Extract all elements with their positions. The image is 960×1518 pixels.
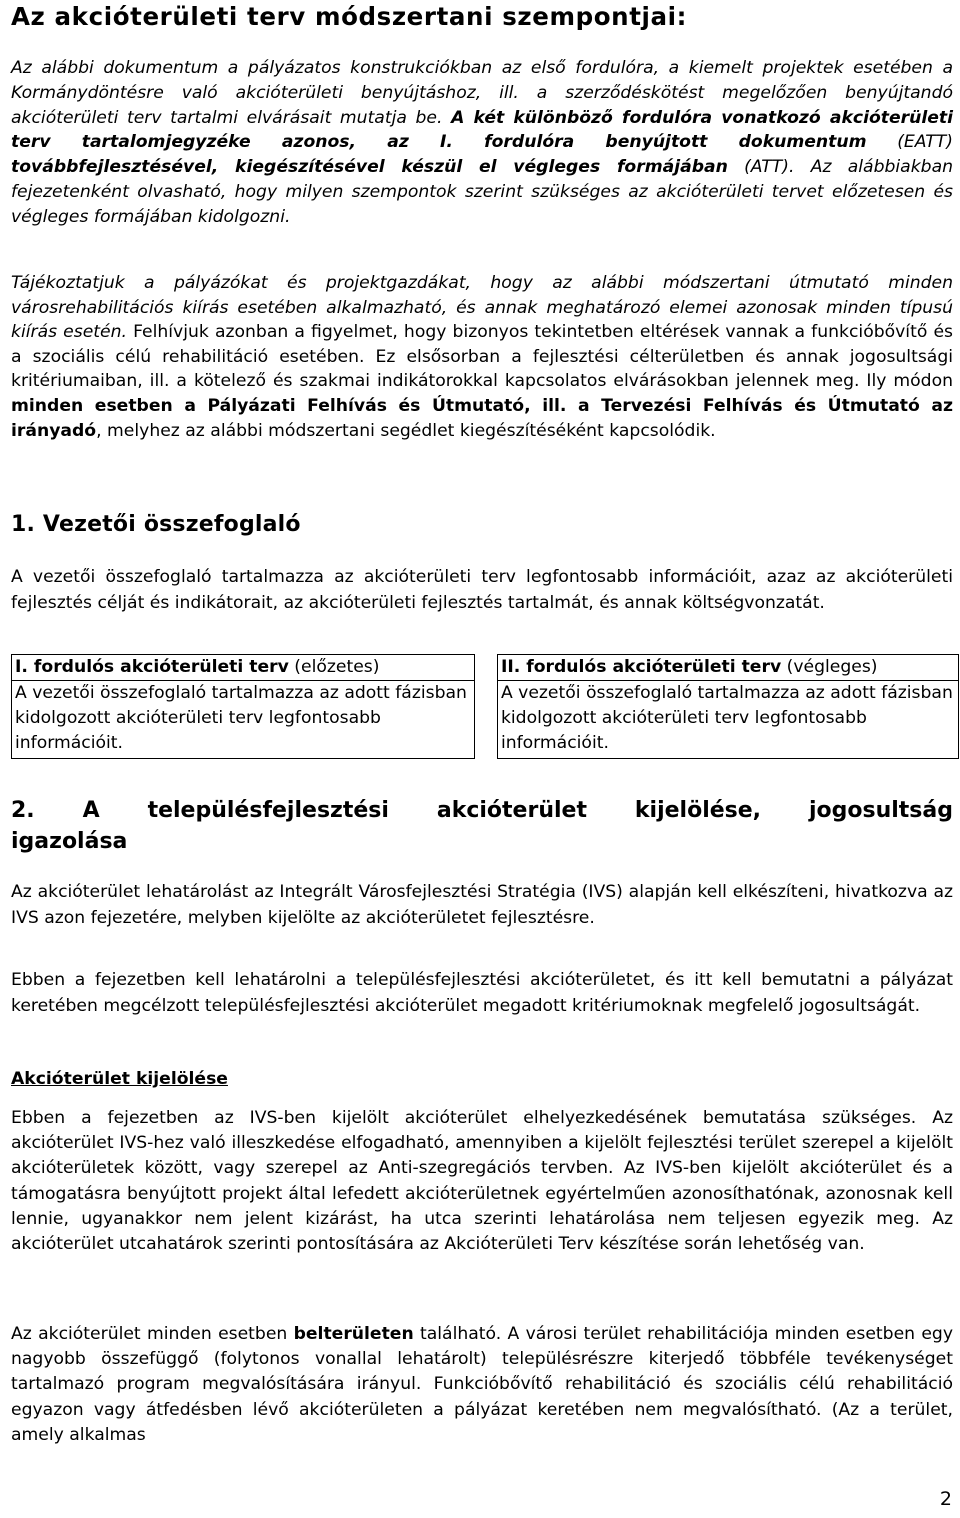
intro-paragraph — [11, 56, 953, 230]
section-1-heading: 1. Vezetői összefoglaló — [11, 512, 301, 537]
round-2-title: II. fordulós akcióterületi terv — [500, 657, 782, 677]
section-1-body: A vezetői összefoglaló tartalmazza az akcióterületi terv legfontosabb információit, azaz az akcióterületi fejlesztés célját és indikátorait, az akcióterületi fejlesztés tartalmát, és annak költségvonzatát. — [11, 567, 953, 613]
section-2-paragraph-2: Ebben a fejezetben kell lehatárolni a településfejlesztési akcióterületet, és itt kell bemutatni a pályázat keretében megcélzott településfejlesztési akcióterület megadott kritériumoknak megfelelő jogosultságát. — [11, 970, 953, 1016]
notice-bold: minden esetben a Pályázati Felhívás és Útmutató, ill. a Tervezési Felhívás és Útmutató az irányadó — [11, 395, 953, 441]
intro-bold-2: továbbfejlesztésével, kiegészítésével készül el végleges formájában — [11, 157, 728, 178]
intro-paren-att: (ATT). — [727, 157, 795, 178]
round-1-qualifier: (előzetes) — [288, 657, 380, 677]
notice-end: , melyhez az alábbi módszertani segédlet kiegészítéséként kapcsolódik. — [96, 420, 716, 441]
table-header-round-1 — [12, 655, 474, 681]
table-column-round-1 — [11, 654, 475, 759]
subheading-akcioterulet-kijelolese: Akcióterület kijelölése — [11, 1069, 228, 1089]
page-number: 2 — [939, 1488, 952, 1510]
notice-italic: Tájékoztatjuk a pályázókat és projektgazdákat, hogy az alábbi módszertani útmutató minden városrehabilitációs kiírás esetében alkalmazható, és annak meghatározó elemei azonosak minden típusú kiírás esetén. — [11, 273, 953, 343]
table-column-round-2 — [497, 654, 959, 759]
table-cell-round-2: A vezetői összefoglaló tartalmazza az adott fázisban kidolgozott akcióterületi terv legfontosabb információit. — [500, 683, 953, 753]
round-1-title: I. fordulós akcióterületi terv — [15, 657, 289, 677]
section-2-paragraph-3: Ebben a fejezetben az IVS-ben kijelölt akcióterület elhelyezkedésének bemutatása szükséges. Az akcióterület IVS-hez való illeszkedése elfogadható, amennyiben a kijelölt fejlesztési terület szerepel a kijelölt akcióterületek között, vagy szerepel az Anti-szegregációs tervben. Az IVS-ben kijelölt akcióterület és a támogatásra benyújtott projekt által lefedett akcióterületnek egyértelműen azonosíthatónak, azonosnak kell lennie, ugyanakkor nem jelent kizárást, ha utca szerinti lehatárolása nem teljesen egyezik meg. Az akcióterület utcahatárok szerinti pontosítására az Akcióterületi Terv készítése során lehetőség van. — [11, 1108, 953, 1255]
intro-paren-eatt: (EATT) — [866, 132, 953, 153]
paragraph-4-rest: található. A városi terület rehabilitációja minden esetben egy nagyobb összefüggő (folytonos vonallal lehatárolt) településrészre kiterjedő többféle tevékenységet tartalmazó program megvalósítására irányul. Funkcióbővítő rehabilitáció és szociális célú rehabilitáció egyazon vagy átfedésben lévő akcióterületen a pályázat keretében nem megvalósítható. (Az a terület, amely alkalmas — [11, 1324, 953, 1445]
intro-sentence-3: Az alábbiakban fejezetenként olvasható, hogy milyen szempontok szerint szükséges az akcióterületi tervet előzetesen és végleges formájában kidolgozni. — [11, 157, 954, 227]
notice-normal: Felhívjuk azonban a figyelmet, hogy bizonyos tekintetben eltérések vannak a funkcióbővítő és a szociális célú rehabilitáció esetében. Ez elsősorban a fejlesztési célterületben és annak jogosultsági kritériumaiban, ill. a kötelező és szakmai indikátorokkal kapcsolatos elvárásokban jelennek meg. Ily módon — [11, 322, 953, 392]
intro-bold-1: A két különböző fordulóra vonatkozó akcióterületi terv tartalomjegyzéke azonos, az I. fordulóra benyújtott dokumentum — [11, 107, 954, 153]
section-2-heading — [11, 795, 953, 857]
section-2-heading-line-1: 2. A településfejlesztési akcióterület kijelölése, jogosultság — [11, 798, 953, 823]
section-2-heading-line-2: igazolása — [11, 829, 128, 854]
document-title: Az akcióterületi terv módszertani szempontjai: — [11, 2, 688, 31]
table-header-round-2 — [498, 655, 958, 681]
section-2-paragraph-4 — [11, 1322, 953, 1448]
table-cell-round-1: A vezetői összefoglaló tartalmazza az adott fázisban kidolgozott akcióterületi terv legfontosabb információit. — [15, 683, 467, 753]
round-comparison-table — [11, 654, 959, 759]
paragraph-4-bold: belterületen — [293, 1324, 414, 1344]
notice-paragraph — [11, 271, 953, 443]
paragraph-4-start: Az akcióterület minden esetben — [11, 1324, 294, 1344]
intro-sentence-1: Az alábbi dokumentum a pályázatos konstrukciókban az első fordulóra, a kiemelt projektek esetében a Kormánydöntésre való akcióterületi benyújtáshoz, ill. a szerződéskötést megelőzően benyújtandó akcióterületi terv tartalmi elvárásait mutatja be. — [11, 58, 953, 128]
section-2-paragraph-1: Az akcióterület lehatárolást az Integrált Városfejlesztési Stratégia (IVS) alapján kell elkészíteni, hivatkozva az IVS azon fejezetére, melyben kijelölte az akcióterületet fejlesztésre. — [11, 882, 953, 928]
round-2-qualifier: (végleges) — [781, 657, 878, 677]
